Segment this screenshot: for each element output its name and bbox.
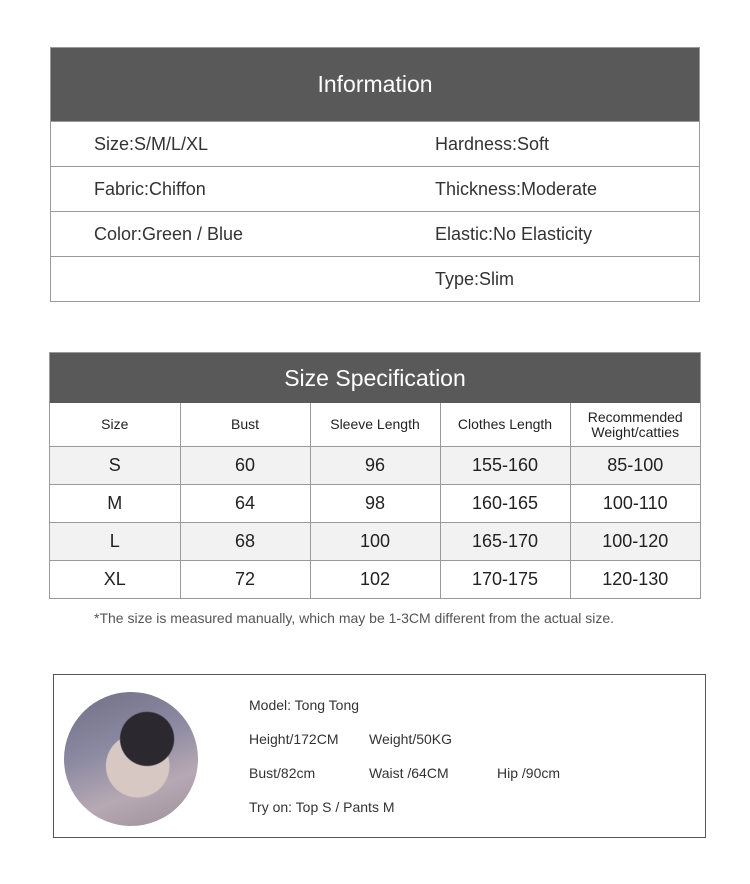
model-info-box xyxy=(53,674,706,838)
table-row xyxy=(50,561,700,599)
cell-weight: 85-100 xyxy=(570,447,700,485)
cell-weight: 100-110 xyxy=(570,485,700,523)
info-row xyxy=(51,256,699,301)
model-height: Height/172CM xyxy=(249,731,339,747)
information-table xyxy=(50,47,700,302)
info-hardness: Hardness:Soft xyxy=(435,133,550,154)
header-size: Size xyxy=(50,403,180,447)
cell-clothes: 160-165 xyxy=(440,485,570,523)
cell-weight: 120-130 xyxy=(570,561,700,599)
model-bust: Bust/82cm xyxy=(249,765,316,781)
size-specification-table xyxy=(49,352,701,599)
header-clothes-length: Clothes Length xyxy=(440,403,570,447)
table-row xyxy=(50,485,700,523)
cell-clothes: 165-170 xyxy=(440,523,570,561)
cell-bust: 68 xyxy=(180,523,310,561)
model-hip: Hip /90cm xyxy=(497,765,561,781)
cell-size: XL xyxy=(50,561,180,599)
info-color: Color:Green / Blue xyxy=(94,223,244,244)
model-photo xyxy=(64,692,198,826)
cell-sleeve: 96 xyxy=(310,447,440,485)
info-size: Size:S/M/L/XL xyxy=(94,133,209,154)
info-row xyxy=(51,211,699,256)
model-weight: Weight/50KG xyxy=(369,731,453,747)
info-row xyxy=(51,121,699,166)
model-measurements xyxy=(249,765,560,781)
size-header-row xyxy=(50,403,700,447)
cell-bust: 60 xyxy=(180,447,310,485)
cell-sleeve: 102 xyxy=(310,561,440,599)
table-row xyxy=(50,523,700,561)
cell-clothes: 155-160 xyxy=(440,447,570,485)
cell-size: L xyxy=(50,523,180,561)
cell-bust: 72 xyxy=(180,561,310,599)
cell-size: S xyxy=(50,447,180,485)
information-title: Information xyxy=(51,48,699,121)
size-note: *The size is measured manually, which may be 1-3CM different from the actual size. xyxy=(94,610,615,626)
cell-sleeve: 100 xyxy=(310,523,440,561)
cell-weight: 100-120 xyxy=(570,523,700,561)
info-type: Type:Slim xyxy=(435,268,515,289)
model-height-weight xyxy=(249,731,452,747)
model-waist: Waist /64CM xyxy=(369,765,449,781)
cell-clothes: 170-175 xyxy=(440,561,570,599)
cell-sleeve: 98 xyxy=(310,485,440,523)
model-name: Model: Tong Tong xyxy=(249,697,360,713)
header-sleeve-length: Sleeve Length xyxy=(310,403,440,447)
info-row xyxy=(51,166,699,211)
header-recommended-weight: Recommended Weight/catties xyxy=(570,403,700,447)
info-elastic: Elastic:No Elasticity xyxy=(435,223,593,244)
model-try-on: Try on: Top S / Pants M xyxy=(249,799,395,815)
size-specification-title: Size Specification xyxy=(50,353,700,403)
table-row xyxy=(50,447,700,485)
cell-bust: 64 xyxy=(180,485,310,523)
size-grid xyxy=(50,403,700,598)
cell-size: M xyxy=(50,485,180,523)
header-bust: Bust xyxy=(180,403,310,447)
info-thickness: Thickness:Moderate xyxy=(435,178,598,199)
info-fabric: Fabric:Chiffon xyxy=(94,178,206,199)
